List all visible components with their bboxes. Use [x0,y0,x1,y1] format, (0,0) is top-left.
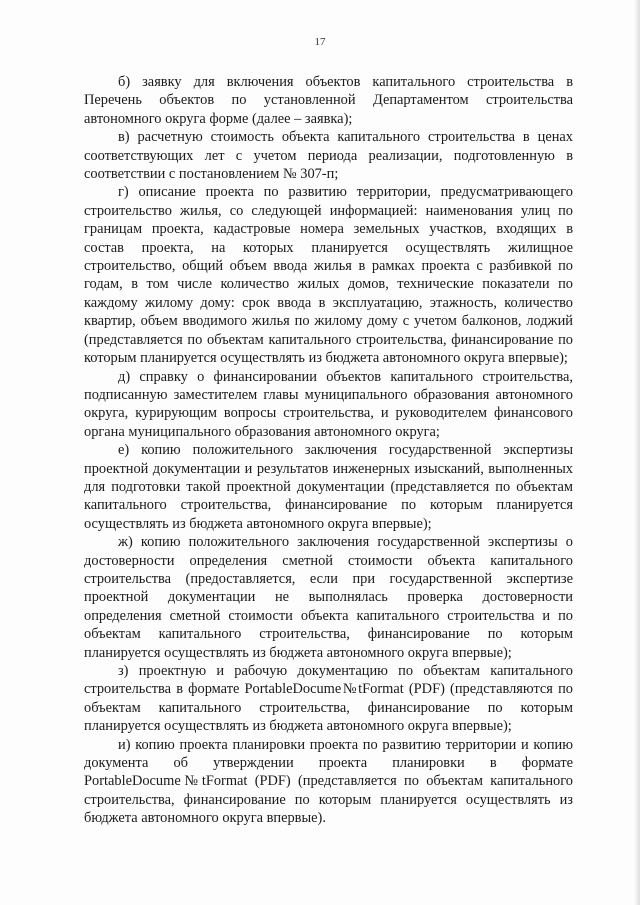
page-number: 17 [314,36,326,48]
paragraph-i: и) копию проекта планировки проекта по развитию территории и копию документа об утверждении проекта планировки в формате PortableDocume№tFormat (PDF) (представляется по объектам капитального строительства, финансирование по которым планируется осуществлять из бюджета автономного округа впервые). [84,736,573,827]
paragraph-e: е) копию положительного заключения государственной экспертизы проектной документации и результатов инженерных изысканий, выполненных для подготовки такой проектной документации (представляется по объектам капитального строительства, финансирование по которым планируется осуществлять из бюджета автономного округа впервые); [84,442,573,532]
paragraph-d: д) справку о финансировании объектов капитального строительства, подписанную заместителем главы муниципального образования автономного округа, курирующим вопросы строительства, и руководителем финансового органа муниципального образования автономного округа; [84,368,573,440]
paragraph-zh: ж) копию положительного заключения государственной экспертизы о достоверности определения сметной стоимости объекта капитального строительства (предоставляется, если при государственной экспертизе проектной документации не выполнялась проверка достоверности определения сметной стоимости объекта капитального строительства и по объектам капитального строительства, финансирование по которым планируется осуществлять из бюджета автономного округа впервые); [84,534,573,661]
document-body [84,73,573,828]
scan-edge-shadow [634,0,640,905]
paragraph-v: в) расчетную стоимость объекта капитального строительства в ценах соответствующих лет с учетом периода реализации, подготовленную в соответствии с постановлением № 307-п; [84,129,573,183]
paragraph-z: з) проектную и рабочую документацию по объектам капитального строительства в формате PortableDocume№tFormat (PDF) (представляются по объектам капитального строительства, финансирование по которым планируется осуществлять из бюджета автономного округа впервые); [84,663,573,735]
paragraph-g: г) описание проекта по развитию территории, предусматривающего строительство жилья, со следующей информацией: наименования улиц по границам проекта, кадастровые номера земельных участков, входящих в состав проекта, на которых планируется осуществлять жилищное строительство, общий объем ввода жилья в рамках проекта с разбивкой по годам, в том числе количество жилых домов, технические показатели по каждому жилому дому: срок ввода в эксплуатацию, этажность, количество квартир, объем вводимого жилья по жилому дому с учетом балконов, лоджий (представляется по объектам капитального строительства, финансирование по которым планируется осуществлять из бюджета автономного округа впервые); [84,184,573,367]
paragraph-b: б) заявку для включения объектов капитального строительства в Перечень объектов по установленной Департаментом строительства автономного округа форме (далее – заявка); [84,74,573,127]
